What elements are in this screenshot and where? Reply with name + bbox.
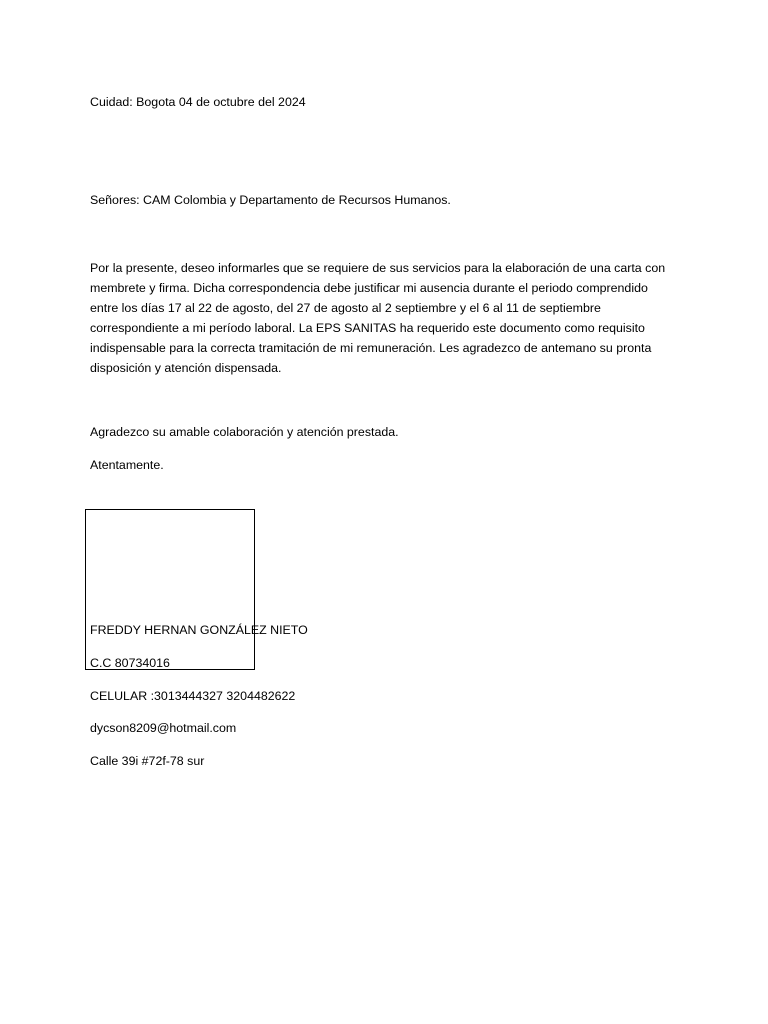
body-line: entre los días 17 al 22 de agosto, del 27 de agosto al 2 septiembre y el 6 al 11 de septiembre [90,301,601,315]
signer-phone: CELULAR :3013444327 3204482622 [90,689,296,703]
body-paragraph [90,258,680,378]
signer-email: dycson8209@hotmail.com [90,721,237,735]
recipients-line: Señores: CAM Colombia y Departamento de Recursos Humanos. [90,193,451,207]
closing-line: Atentamente. [90,458,164,472]
body-line: Por la presente, deseo informarles que se requiere de sus servicios para la elaboración de una carta con [90,261,666,275]
city-date-line: Cuidad: Bogota 04 de octubre del 2024 [90,95,306,109]
signature-box [85,509,255,670]
body-line: correspondiente a mi período laboral. La EPS SANITAS ha requerido este documento como requisito [90,321,645,335]
body-line: membrete y firma. Dicha correspondencia debe justificar mi ausencia durante el periodo comprendido [90,281,648,295]
body-line: disposición y atención dispensada. [90,361,282,375]
signer-name: FREDDY HERNAN GONZÁLEZ NIETO [90,623,308,637]
thanks-line: Agradezco su amable colaboración y atención prestada. [90,425,399,439]
signer-id: C.C 80734016 [90,656,170,670]
signer-address: Calle 39i #72f-78 sur [90,754,205,768]
body-line: indispensable para la correcta tramitación de mi remuneración. Les agradezco de antemano su pronta [90,341,652,355]
